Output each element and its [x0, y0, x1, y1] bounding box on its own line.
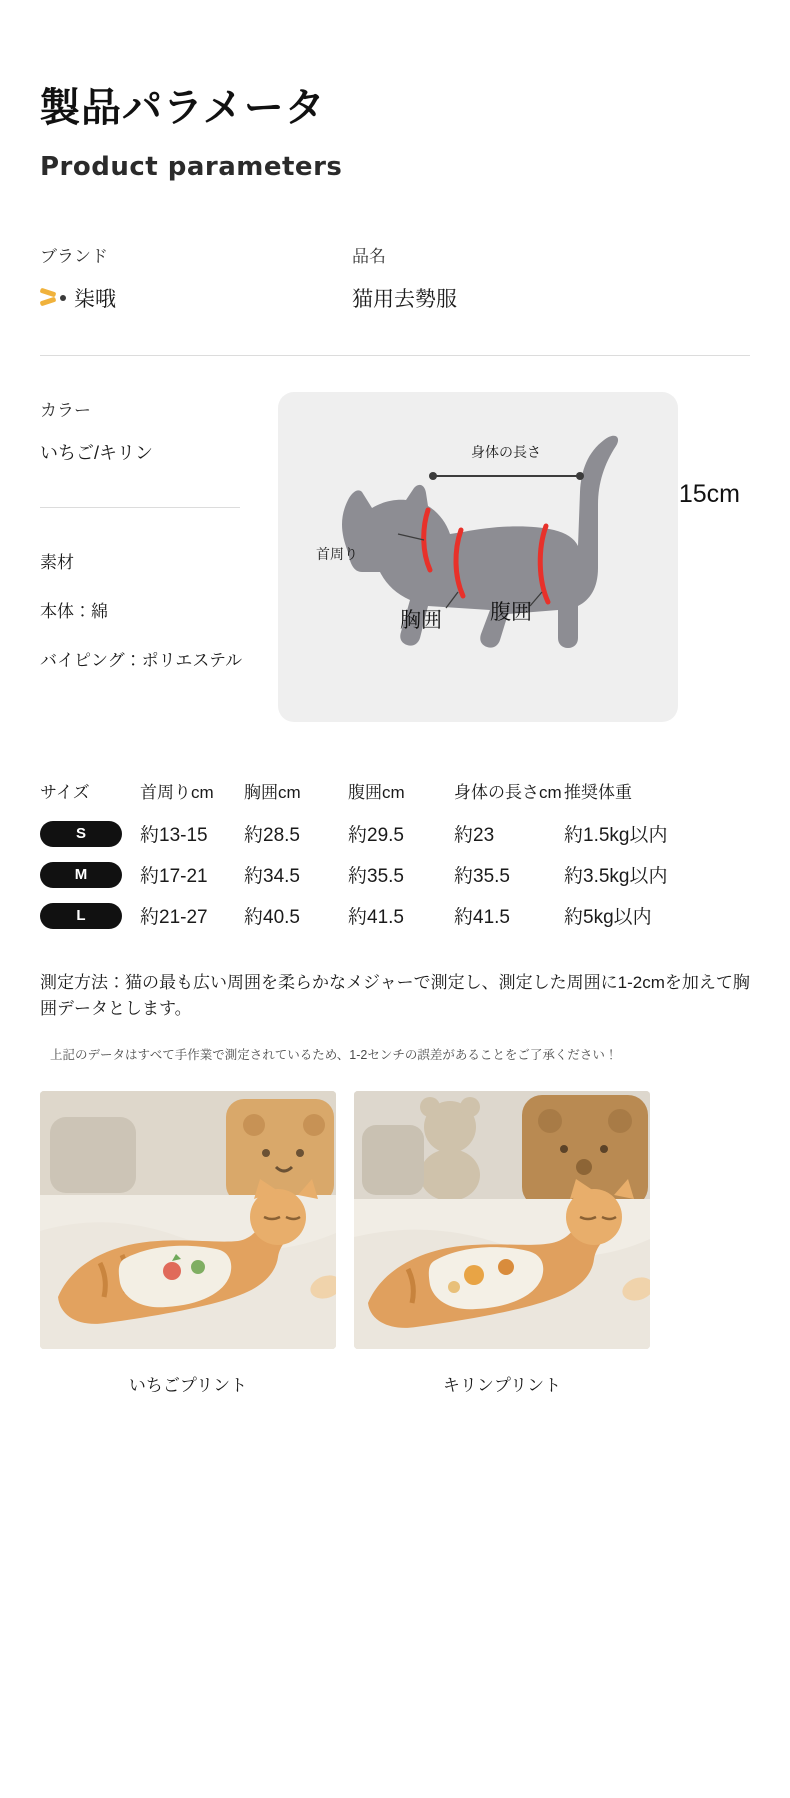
cell-weight: 約5kg以内 [564, 907, 652, 928]
brand-product-section [40, 242, 750, 313]
brand-value: 柒哦 [74, 288, 116, 311]
header-size: サイズ [40, 783, 90, 802]
brand-block [40, 242, 290, 313]
cell-neck: 約17-21 [140, 866, 208, 887]
cell-belly: 約29.5 [348, 825, 404, 846]
color-label: カラー [40, 401, 91, 420]
cell-chest: 約40.5 [244, 907, 300, 928]
measure-method-note: 測定方法：猫の最も広い周囲を柔らかなメジャーで測定し、測定した周囲に1-2cmを加えて胸囲データとします。 [40, 973, 750, 1019]
brand-label: ブランド [40, 247, 108, 266]
diagram-panel [278, 392, 740, 722]
material-label: 素材 [40, 553, 74, 572]
product-value: 猫用去勢服 [352, 288, 457, 311]
cell-length: 約23 [454, 825, 495, 846]
page-title: 製品パラメータ [40, 86, 326, 130]
cell-neck: 約21-27 [140, 907, 208, 928]
divider-mid [40, 507, 240, 508]
cell-belly: 約41.5 [348, 907, 404, 928]
size-badge: S [40, 821, 122, 847]
page-header [40, 0, 750, 182]
divider-top [40, 355, 750, 356]
size-badge: L [40, 903, 122, 929]
cell-length: 約35.5 [454, 866, 510, 887]
size-table-header [40, 778, 750, 813]
measure-diagram [270, 392, 750, 722]
photo-gallery [40, 1091, 750, 1396]
cell-weight: 約3.5kg以内 [564, 866, 668, 887]
cell-neck: 約13-15 [140, 825, 208, 846]
header-chest: 胸囲cm [244, 783, 301, 802]
photo-caption: いちごプリント [128, 1375, 248, 1395]
label-neck: 首周り [316, 546, 358, 562]
label-chest: 胸囲 [400, 609, 442, 632]
brand-value-row [40, 283, 290, 313]
cell-chest: 約28.5 [244, 825, 300, 846]
header-neck: 首周りcm [140, 783, 214, 802]
table-row [40, 813, 750, 854]
product-photo-strawberry [40, 1091, 336, 1349]
header-weight: 推奨体重 [564, 783, 632, 802]
photo-caption: キリンプリント [442, 1375, 562, 1395]
size-table [40, 778, 750, 936]
product-photo-giraffe [354, 1091, 650, 1349]
material-piping: バイピング：ポリエステル [40, 651, 243, 670]
disclaimer-note: 上記のデータはすべて手作業で測定されているため、1-2センチの誤差があることをご了承ください！ [50, 1047, 618, 1062]
label-body-length: 身体の長さ [471, 444, 541, 460]
header-belly: 腹囲cm [348, 783, 405, 802]
color-material-diagram-section [40, 392, 750, 722]
table-row [40, 854, 750, 895]
brand-logo-icon [40, 287, 66, 309]
header-length: 身体の長さcm [454, 783, 562, 802]
label-height: 15cm [678, 480, 740, 508]
material-body: 本体：綿 [40, 602, 108, 621]
label-belly: 腹囲 [490, 601, 532, 624]
product-block [290, 242, 750, 313]
color-material-block [40, 392, 270, 671]
cell-chest: 約34.5 [244, 866, 300, 887]
photo-card-giraffe [354, 1091, 650, 1396]
size-badge: M [40, 862, 122, 888]
cell-weight: 約1.5kg以内 [564, 825, 668, 846]
table-row [40, 895, 750, 936]
cell-belly: 約35.5 [348, 866, 404, 887]
product-label: 品名 [352, 247, 386, 266]
page-subtitle: Product parameters [40, 152, 343, 182]
photo-card-strawberry [40, 1091, 336, 1396]
color-value: いちご/キリン [40, 443, 154, 463]
cell-length: 約41.5 [454, 907, 510, 928]
